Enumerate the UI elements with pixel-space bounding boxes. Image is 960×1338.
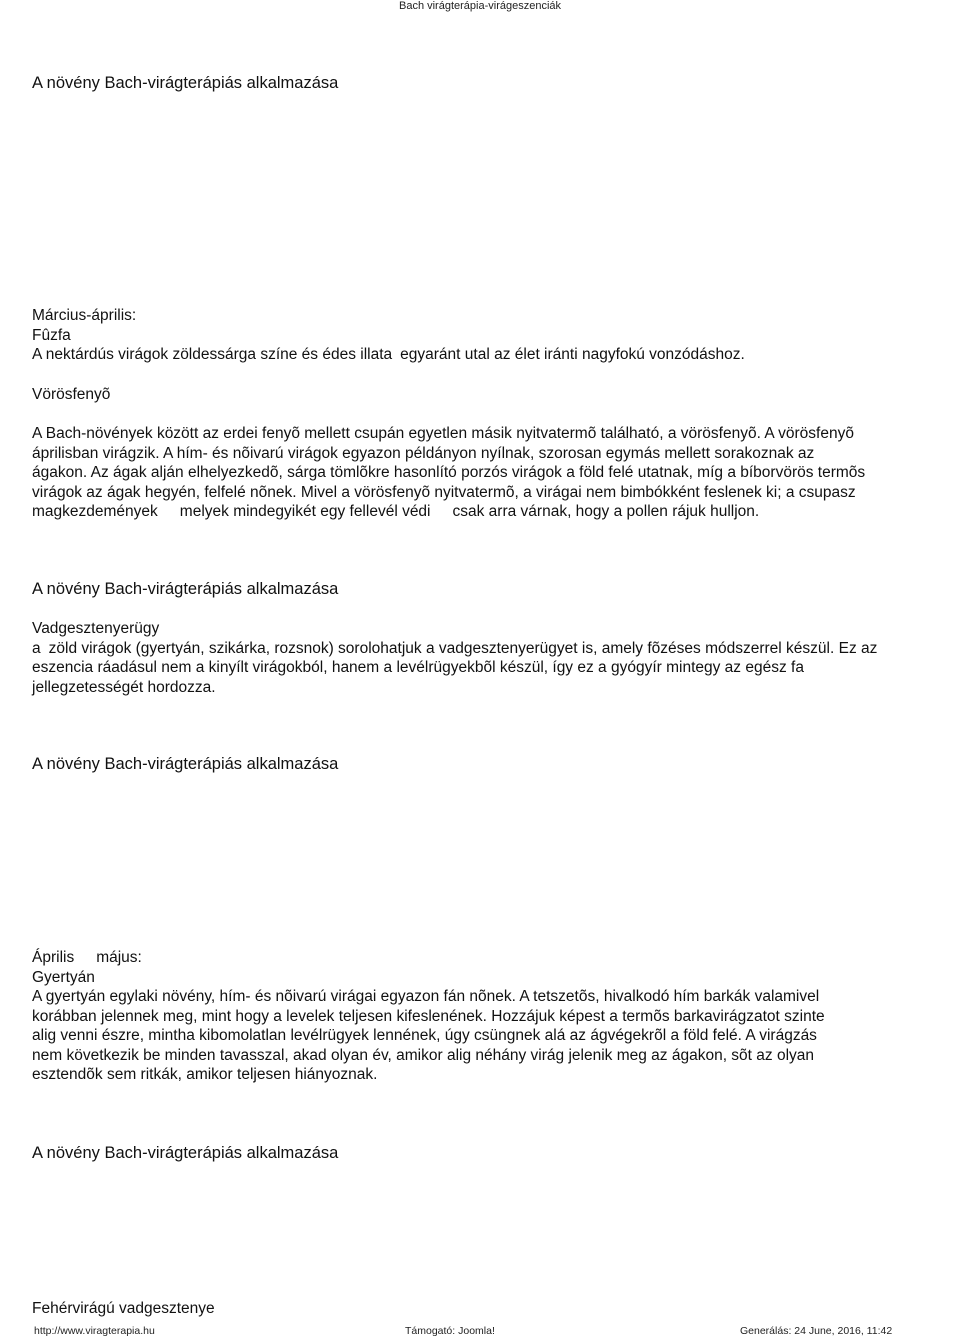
section-heading: A növény Bach-virágterápiás alkalmazása <box>32 755 339 773</box>
section-heading: A növény Bach-virágterápiás alkalmazása <box>32 580 339 598</box>
running-header <box>0 0 960 13</box>
page-footer <box>0 1324 960 1338</box>
document-title: Bach virágterápia-virágeszenciák <box>398 0 562 12</box>
section-heading: A növény Bach-virágterápiás alkalmazása <box>32 74 339 92</box>
section-gyertyan: Április május: Gyertyán A gyertyán egylaki növény, hím- és nõivarú virágai egyazon fán nõnek. A tetszetõs, hivalkodó hím barkák valamivel korábban jelennek meg, mint hogy a levelek teljesen kifeslenének. Hozzájuk képest a termõs barkavirágzatot szinte alig venni észre, mintha kibomolatlan levélrügyek lennének, úgy csüngnek alá az ágvégekrõl a föld felé. A virágzás nem következik be minden tavasszal, akad olyan év, amikor alig néhány virág jelenik meg az ágakon, sõt az olyan esztendõk sem ritkák, amikor teljesen hiányoznak. <box>32 948 932 1085</box>
plant-description: a zöld virágok (gyertyán, szikárka, rozsnok) sorolohatjuk a vadgesztenyerügyet is, amely fõzéses módszerrel készül. Ez az <box>32 639 878 657</box>
plant-name: Vadgesztenyerügy <box>32 620 160 637</box>
section-vadgesztenyerugy: Vadgesztenyerügy a zöld virágok (gyertyán, szikárka, rozsnok) sorolohatjuk a vadgesztenyerügyet is, amely fõzéses módszerrel készül. Ez az eszencia ráadásul nem a kinyílt virágokból, hanem a levélrügyekbõl készül, így ez a gyógyír mintegy az egész fa jellegzetességét hordozza. <box>32 619 932 697</box>
plant-name: Fûzfa <box>32 326 71 344</box>
section-feherviragu-vadgesztenye <box>32 1299 932 1319</box>
plant-name: Vörösfenyõ <box>32 386 111 403</box>
footer-url[interactable]: http://www.viragterapia.hu <box>34 1325 155 1337</box>
flowering-period: Április május: <box>32 949 142 966</box>
footer-sponsor: Támogató: Joomla! <box>405 1325 495 1337</box>
plant-description: A Bach-növények között az erdei fenyõ mellett csupán egyetlen másik nyitvatermõ található, a vörösfenyõ. A vörösfenyõ áprilisban virágzik. A hím- és nõivarú virágok egyazon példányon nyílnak, szorosan egymás mellett sorakoznak az ágakon. Az ágak alján elhelyezkedõ, sárga tömlõkre hasonlító porzós virágok a föld felé utatnak, míg a bíborvörös termõs virágok az ágak hegyén, felfelé nõnek. Mivel a vörösfenyõ nyitvatermõ, a virágai nem bimbókként feslenek ki; a csupasz magkezdemények melyek mindegyikét egy fellevél védi csak arra várnak, hogy a pollen rájuk hulljon. <box>32 425 866 520</box>
footer-generated: Generálás: 24 June, 2016, 11:42 <box>740 1325 893 1337</box>
plant-name: Gyertyán <box>32 968 95 986</box>
flowering-period: Március-április: <box>32 307 137 324</box>
plant-name: Fehérvirágú vadgesztenye <box>32 1300 215 1317</box>
plant-description: A nektárdús virágok zöldessárga színe és édes illata egyaránt utal az élet iránti nagyfokú vonzódáshoz. <box>32 346 745 363</box>
section-vorosfenyo <box>32 385 932 405</box>
section-heading: A növény Bach-virágterápiás alkalmazása <box>32 1144 339 1162</box>
plant-description: A gyertyán egylaki növény, hím- és nõivarú virágai egyazon fán nõnek. A tetszetõs, hivalkodó hím barkák valamivel <box>32 988 820 1005</box>
section-fuzfa <box>32 306 932 365</box>
